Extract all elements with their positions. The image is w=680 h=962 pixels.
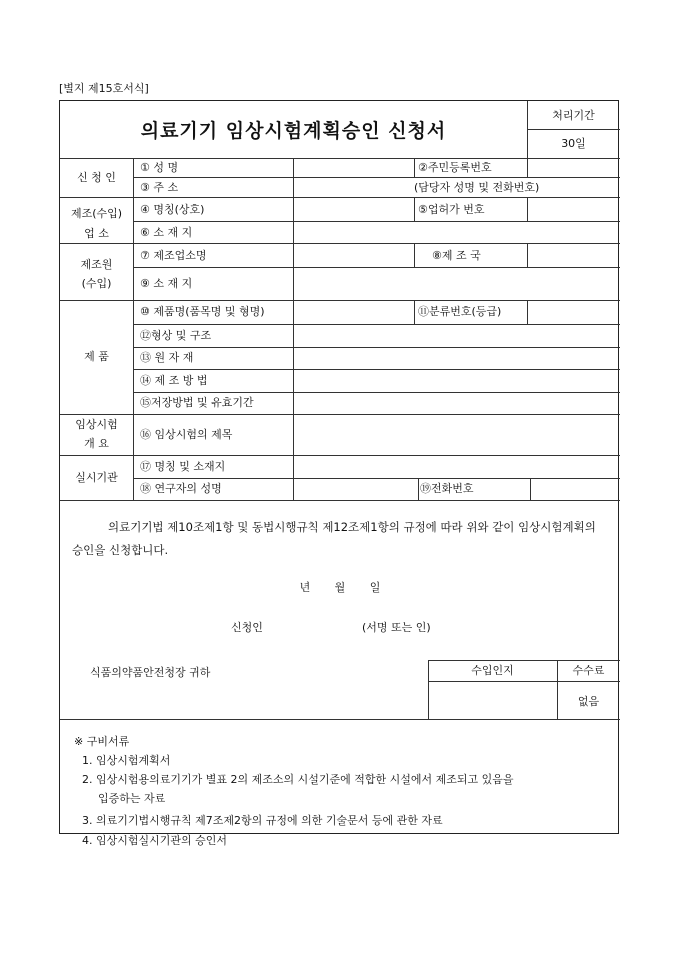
rrn-label: ②주민등록번호 <box>418 161 492 174</box>
processing-label: 처리기간 <box>552 109 595 122</box>
divider <box>527 129 620 130</box>
institution-section: 실시기관 <box>75 471 118 484</box>
form-title: 의료기기 임상시험계획승인 신청서 <box>140 120 447 142</box>
addressee: 식품의약품안전청장 귀하 <box>90 666 211 679</box>
fee-value: 없음 <box>577 695 600 708</box>
trial-section-line2: 개 요 <box>84 437 109 450</box>
company-location-label: ⑥ 소 재 지 <box>140 226 193 239</box>
origin-section-line2: (수입) <box>81 277 112 290</box>
document-item: 3. 의료기기법시행규칙 제7조제2항의 규정에 의한 기술문서 등에 관한 자료 <box>82 814 443 827</box>
contact-note: (담당자 성명 및 전화번호) <box>414 181 540 194</box>
storage-expiry-label: ⑮저장방법 및 유효기간 <box>140 396 254 409</box>
manufacturer-section-line2: 업 소 <box>84 227 109 240</box>
origin-section-line1: 제조원 <box>80 258 113 271</box>
applicant-section: 신 청 인 <box>77 171 116 184</box>
product-section: 제 품 <box>84 350 109 363</box>
manufacturing-method-label: ⑭ 제 조 방 법 <box>140 374 208 387</box>
document-item: 1. 임상시험계획서 <box>82 754 171 767</box>
address-label: ③ 주 소 <box>140 181 179 194</box>
shape-structure-label: ⑫형상 및 구조 <box>140 329 212 342</box>
trial-section-line1: 임상시험 <box>75 418 118 431</box>
processing-value: 30일 <box>561 137 586 150</box>
form-code: [별지 제15호서식] <box>59 82 149 95</box>
product-name-label: ⑩ 제품명(품목명 및 형명) <box>140 305 265 318</box>
applicant-signature-label: 신청인 <box>231 621 263 634</box>
manufacturer-section-line1: 제조(수입) <box>70 207 123 220</box>
researcher-name-label: ⑱ 연구자의 성명 <box>140 482 222 495</box>
classification-label: ⑪분류번호(등급) <box>418 305 502 318</box>
origin-location-label: ⑨ 소 재 지 <box>140 277 193 290</box>
company-name-label: ④ 명칭(상호) <box>140 203 205 216</box>
license-number-label: ⑤업허가 번호 <box>418 203 485 216</box>
trial-title-label: ⑯ 임상시험의 제목 <box>140 428 233 441</box>
institution-name-label: ⑰ 명칭 및 소재지 <box>140 460 226 473</box>
application-form <box>59 100 619 847</box>
document-item-continued: 입증하는 자료 <box>98 792 166 805</box>
fee-label: 수수료 <box>572 664 605 677</box>
documents-heading: ※ 구비서류 <box>74 735 130 748</box>
country-label: ⑧제 조 국 <box>432 249 481 262</box>
manufacturer-name-label: ⑦ 제조업소명 <box>140 249 207 262</box>
signature-note: (서명 또는 인) <box>362 621 431 634</box>
phone-label: ⑲전화번호 <box>420 482 474 495</box>
declaration-text: 의료기기법 제10조제1항 및 동법시행규칙 제12조제1항의 규정에 따라 위와 같이 임상시험계획의 승인을 신청합니다. <box>72 520 596 557</box>
raw-materials-label: ⑬ 원 자 재 <box>140 351 194 364</box>
date-line: 년 월 일 <box>299 581 381 594</box>
document-item: 4. 임상시험실시기관의 승인서 <box>82 834 227 847</box>
name-label: ① 성 명 <box>140 161 179 174</box>
revenue-stamp-label: 수입인지 <box>471 664 514 677</box>
document-item: 2. 임상시험용의료기기가 별표 2의 제조소의 시설기준에 적합한 시설에서 제조되고 있음을 <box>82 773 514 786</box>
